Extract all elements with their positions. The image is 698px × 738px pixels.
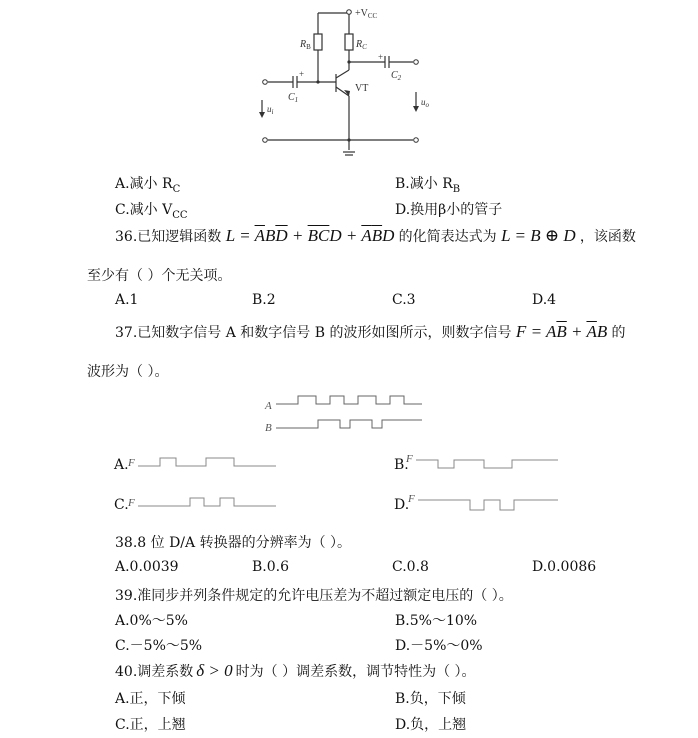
svg-text:+VCC [355, 8, 378, 20]
q36-stem [115, 226, 636, 246]
q40-prefix: 40.调差系数 [115, 664, 194, 680]
input-waveforms [258, 390, 428, 436]
q37-option-d-wave [404, 492, 564, 516]
q35-option-b-text: B.减小 R [395, 176, 453, 192]
svg-text:ui [267, 104, 274, 116]
vcc-label: +V [355, 8, 368, 19]
q38-option-a[interactable]: A.0.0039 [115, 559, 179, 575]
wave-a [276, 396, 422, 404]
c1-plus: + [299, 69, 305, 79]
f2-op: ⊕ [544, 226, 560, 245]
f2-eq: = [514, 226, 526, 245]
f1-plus2: + [345, 226, 358, 245]
f3-plus: + [571, 322, 583, 341]
f1-lhs: L [225, 226, 235, 245]
vcc-sub: CC [367, 12, 378, 20]
f1-t3c: D [382, 226, 395, 245]
c2-label: C [391, 70, 398, 81]
q40-delta: δ > 0 [196, 661, 233, 680]
q35-option-d[interactable]: D.换用β小的管子 [395, 202, 503, 218]
q37-option-b-wave [404, 452, 564, 474]
q38-option-c[interactable]: C.0.8 [392, 559, 429, 575]
q36-mid: 的化简表达式为 [398, 229, 497, 245]
f3-b2: B [596, 322, 608, 341]
q40-option-a[interactable]: A.正，下倾 [115, 691, 186, 707]
q39-option-d[interactable]: D.－5%～0% [395, 638, 483, 654]
wave-a-label: A [265, 400, 272, 412]
q40-option-b[interactable]: B.负，下倾 [395, 691, 466, 707]
f1-t2a: $\overline{B}$ [307, 226, 318, 245]
f1-t1c: $\overline{D}$ [275, 226, 288, 245]
f1-t3b: $\overline{B}$ [371, 226, 383, 245]
q39-option-c[interactable]: C.－5%～5% [115, 638, 203, 654]
f3-eq: = [530, 322, 543, 341]
rb-sub: B [306, 43, 311, 51]
svg-text:RB [299, 39, 311, 51]
rb-label: R [300, 39, 307, 50]
c1-sub: 1 [294, 96, 299, 104]
q37-suffix: 的 [611, 325, 626, 341]
q37-line2: 波形为（ ）。 [87, 364, 169, 380]
q37-c-f-label: F [128, 497, 135, 509]
q35-option-a-text: A.减小 R [115, 176, 173, 192]
rc-label: R [356, 39, 363, 50]
f3-lhs: F [515, 322, 527, 341]
q37-option-c-letter: C. [114, 497, 129, 513]
q40-stem [115, 661, 476, 681]
f3-a1: A [546, 322, 557, 341]
amplifier-circuit-diagram [250, 0, 430, 162]
q40-option-c[interactable]: C.正，上翘 [115, 717, 186, 733]
c2-plus: + [378, 52, 384, 62]
q36-option-c[interactable]: C.3 [392, 292, 416, 308]
q37-stem [115, 322, 626, 342]
q36-option-d[interactable]: D.4 [532, 292, 557, 308]
q37-option-a-wave [126, 452, 286, 474]
svg-text:uo [421, 97, 430, 109]
f1-t2b: $\overline{C}$ [318, 226, 330, 245]
f3-a2: $\overline{A}$ [586, 322, 597, 341]
uo-sub: o [425, 101, 429, 109]
q40-suffix: 时为（ ）调差系数，调节特性为（ ）。 [235, 664, 476, 680]
ui-sub: i [271, 108, 274, 116]
rc-sub: C [362, 43, 367, 51]
q37-option-a-letter: A. [114, 457, 129, 473]
q37-option-b-letter: B. [394, 457, 409, 473]
f1-eq: = [239, 226, 251, 245]
q35-option-c-sub: CC [172, 209, 188, 221]
f1-t3a: $\overline{A}$ [361, 226, 372, 245]
q37-prefix: 37.已知数字信号 A 和数字信号 B 的波形如图所示，则数字信号 [115, 325, 512, 341]
ui-label: u [267, 104, 272, 114]
f1-t2c: D [329, 226, 342, 245]
q37-d-f-label: F [408, 493, 415, 505]
q37-option-d-letter: D. [394, 497, 410, 513]
f2-b: B [530, 226, 541, 245]
q35-option-a[interactable] [115, 173, 180, 195]
q36-prefix: 36.已知逻辑函数 [115, 229, 222, 245]
f1-t1a: $\overline{A}$ [254, 226, 265, 245]
q36-suffix: ，该函数 [579, 229, 636, 245]
q35-option-a-sub: C [172, 183, 181, 195]
f3-b1: $\overline{B}$ [556, 322, 567, 341]
q35-option-b[interactable] [395, 173, 460, 195]
q38-stem: 38.8 位 D/A 转换器的分辨率为（ ）。 [115, 535, 352, 551]
q38-option-d[interactable]: D.0.0086 [532, 559, 597, 575]
q36-option-a[interactable]: A.1 [115, 292, 139, 308]
q37-a-f-label: F [128, 457, 135, 469]
vt-label: VT [355, 83, 369, 94]
q39-stem: 39.准同步并列条件规定的允许电压差为不超过额定电压的（ ）。 [115, 588, 513, 604]
q36-formula2 [501, 226, 580, 245]
q37-b-f-label: F [406, 453, 413, 465]
q39-option-b[interactable]: B.5%～10% [395, 613, 478, 629]
q36-option-b[interactable]: B.2 [252, 292, 276, 308]
svg-text:C2 [391, 70, 402, 82]
q35-option-c-text: C.减小 V [115, 202, 173, 218]
svg-text:RC [355, 39, 367, 51]
q36-line2: 至少有（ ）个无关项。 [87, 268, 232, 284]
q38-option-b[interactable]: B.0.6 [252, 559, 290, 575]
f2-d: D [563, 226, 576, 245]
q37-formula [516, 322, 612, 341]
svg-text:C1 [288, 92, 298, 104]
q36-formula1 [226, 226, 399, 245]
wave-b-label: B [265, 422, 272, 434]
c1-label: C [288, 92, 295, 103]
f1-t1b: B [264, 226, 276, 245]
q39-option-a[interactable]: A.0%～5% [115, 613, 188, 629]
uo-label: u [421, 97, 426, 107]
q37-option-c-wave [126, 492, 286, 514]
f2-lhs: L [501, 226, 511, 245]
c2-sub: 2 [397, 74, 402, 82]
q35-option-c[interactable] [115, 199, 188, 221]
wave-b [276, 420, 422, 428]
f1-plus1: + [291, 226, 304, 245]
q35-option-b-sub: B [452, 183, 461, 195]
q40-option-d[interactable]: D.负，上翘 [395, 717, 467, 733]
